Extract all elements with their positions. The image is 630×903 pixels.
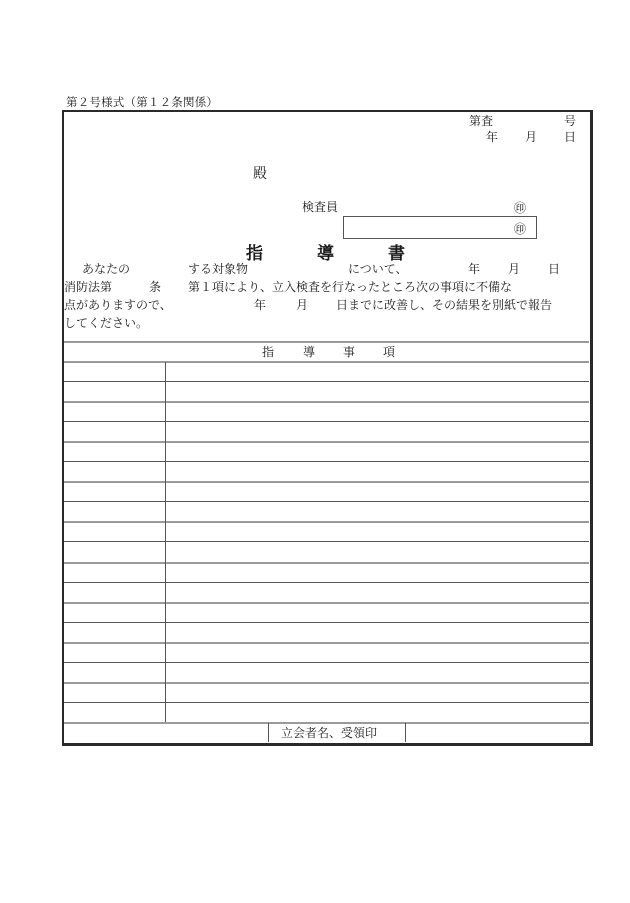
- document-title-char-3: 書: [388, 244, 405, 264]
- divider: [64, 341, 589, 343]
- item-number-cell[interactable]: [64, 502, 165, 522]
- inspection-date-day-label: 日: [548, 262, 561, 276]
- item-number-cell[interactable]: [64, 563, 165, 583]
- item-number-cell[interactable]: [64, 703, 165, 723]
- table-row: [64, 643, 589, 663]
- body-text: してください。: [64, 316, 149, 330]
- item-number-cell[interactable]: [64, 663, 165, 683]
- table-row: [64, 703, 589, 723]
- body-text: する対象物: [188, 262, 249, 276]
- item-number-cell[interactable]: [64, 522, 165, 542]
- header-char: 事: [343, 345, 356, 359]
- row-divider: [64, 461, 589, 462]
- table-row: [64, 522, 589, 542]
- item-content-cell[interactable]: [166, 623, 589, 643]
- item-number-cell[interactable]: [64, 362, 165, 382]
- table-row: [64, 362, 589, 382]
- item-content-cell[interactable]: [166, 362, 589, 382]
- issue-date-month-label: 月: [525, 130, 538, 144]
- table-row: [64, 683, 589, 703]
- table-row: [64, 563, 589, 583]
- item-content-cell[interactable]: [166, 583, 589, 603]
- row-divider: [64, 622, 589, 623]
- column-divider: [268, 723, 269, 742]
- item-content-cell[interactable]: [166, 683, 589, 703]
- row-divider: [64, 541, 589, 542]
- item-content-cell[interactable]: [166, 382, 589, 402]
- table-row: [64, 462, 589, 482]
- row-divider: [64, 682, 589, 684]
- table-row: [64, 542, 589, 562]
- table-row: [64, 402, 589, 422]
- deadline-year-label: 年: [254, 298, 267, 312]
- table-row: [64, 502, 589, 522]
- document-title-char-2: 導: [317, 244, 334, 264]
- item-number-cell[interactable]: [64, 402, 165, 422]
- row-divider: [64, 441, 589, 443]
- item-content-cell[interactable]: [166, 603, 589, 623]
- doc-number-field[interactable]: [496, 114, 562, 128]
- row-divider: [64, 521, 589, 523]
- item-number-cell[interactable]: [64, 643, 165, 663]
- body-text: 点がありますので、: [64, 298, 172, 312]
- item-number-cell[interactable]: [64, 683, 165, 703]
- body-text: 第１項により、立入検査を行なったところ次の事項に不備な: [188, 280, 513, 294]
- item-content-cell[interactable]: [166, 482, 589, 502]
- table-row: [64, 623, 589, 643]
- item-content-cell[interactable]: [166, 442, 589, 462]
- doc-number-prefix: 第査: [469, 114, 494, 128]
- item-number-cell[interactable]: [64, 623, 165, 643]
- row-divider: [64, 501, 589, 502]
- item-number-cell[interactable]: [64, 482, 165, 502]
- table-row: [64, 422, 589, 442]
- table-row: [64, 442, 589, 462]
- item-number-cell[interactable]: [64, 462, 165, 482]
- body-text: 条: [149, 280, 162, 294]
- row-divider: [64, 662, 589, 663]
- header-char: 指: [262, 345, 275, 359]
- header-char: 項: [383, 345, 396, 359]
- row-divider: [64, 381, 589, 382]
- witness-signature-field[interactable]: [406, 723, 588, 742]
- row-divider: [64, 582, 589, 583]
- row-divider: [64, 481, 589, 483]
- body-text: について、: [348, 262, 408, 276]
- witness-label: 立会者名、受領印: [281, 726, 378, 740]
- item-number-cell[interactable]: [64, 583, 165, 603]
- item-number-cell[interactable]: [64, 542, 165, 562]
- item-number-cell[interactable]: [64, 382, 165, 402]
- column-divider: [165, 362, 166, 723]
- table-row: [64, 663, 589, 683]
- seal-icon: ㊞: [514, 201, 527, 215]
- item-number-cell[interactable]: [64, 442, 165, 462]
- row-divider: [64, 642, 589, 644]
- item-number-cell[interactable]: [64, 603, 165, 623]
- form-number-label: 第２号様式（第１２条関係）: [66, 95, 219, 109]
- doc-number-suffix: 号: [564, 114, 577, 128]
- row-divider: [64, 401, 589, 403]
- item-content-cell[interactable]: [166, 462, 589, 482]
- row-divider: [64, 702, 589, 703]
- body-text: 日までに改善し、その結果を別紙で報告: [336, 298, 553, 312]
- deadline-month-label: 月: [296, 298, 309, 312]
- item-content-cell[interactable]: [166, 643, 589, 663]
- issue-date-year-label: 年: [486, 130, 499, 144]
- body-text: あなたの: [82, 262, 131, 276]
- item-content-cell[interactable]: [166, 522, 589, 542]
- row-divider: [64, 421, 589, 422]
- table-row: [64, 382, 589, 402]
- recipient-honorific: 殿: [253, 166, 267, 182]
- document-title-char-1: 指: [246, 244, 263, 264]
- item-content-cell[interactable]: [166, 422, 589, 442]
- table-row: [64, 482, 589, 502]
- table-row: [64, 583, 589, 603]
- inspector-name-field[interactable]: [343, 216, 537, 239]
- item-content-cell[interactable]: [166, 502, 589, 522]
- body-text: 消防法第: [64, 280, 113, 294]
- item-content-cell[interactable]: [166, 703, 589, 723]
- row-divider: [64, 562, 589, 564]
- seal-icon: ㊞: [514, 222, 527, 236]
- item-number-cell[interactable]: [64, 422, 165, 442]
- item-content-cell[interactable]: [166, 402, 589, 422]
- inspection-date-year-label: 年: [468, 262, 481, 276]
- inspector-label: 検査員: [302, 200, 339, 214]
- inspection-date-month-label: 月: [508, 262, 521, 276]
- header-char: 導: [303, 345, 316, 359]
- item-content-cell[interactable]: [166, 542, 589, 562]
- issue-date-day-label: 日: [564, 130, 577, 144]
- item-content-cell[interactable]: [166, 563, 589, 583]
- row-divider: [64, 602, 589, 604]
- table-row: [64, 603, 589, 623]
- item-content-cell[interactable]: [166, 663, 589, 683]
